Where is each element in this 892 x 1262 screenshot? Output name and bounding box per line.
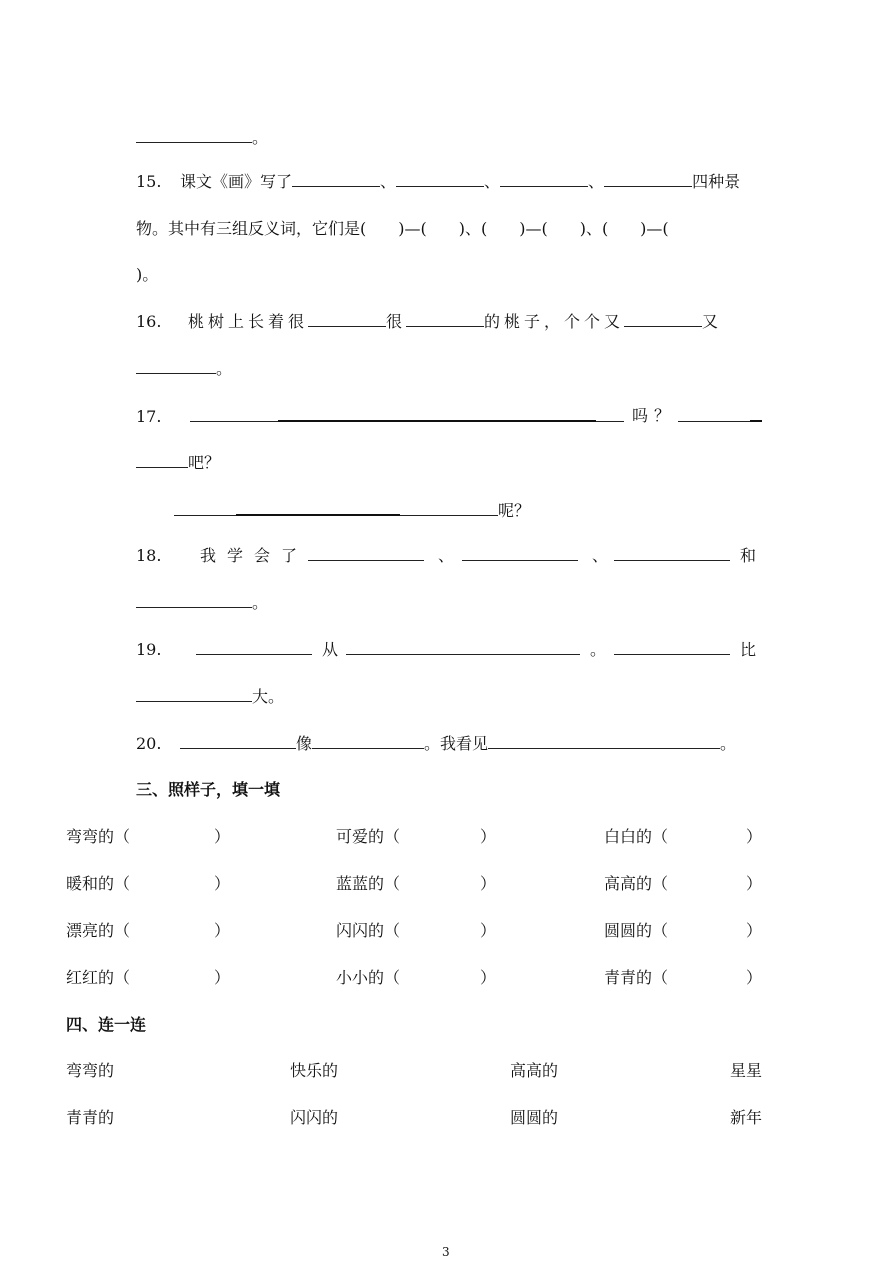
fill-label: 漂亮的（ — [66, 921, 131, 940]
question-19-line2 — [136, 687, 284, 707]
blank[interactable] — [400, 501, 498, 516]
match-item[interactable]: 弯弯的 — [66, 1061, 115, 1080]
blank[interactable] — [180, 734, 296, 749]
blank[interactable] — [136, 453, 188, 468]
question-text: 桃树上长着很 — [188, 312, 309, 331]
match-item[interactable]: 快乐的 — [290, 1061, 339, 1080]
question-text: 。我看见 — [424, 734, 489, 753]
paren-close: ） — [214, 827, 231, 846]
blank[interactable] — [678, 407, 750, 422]
question-15-line3: )。 — [136, 265, 159, 284]
punct: 。 — [720, 734, 737, 753]
question-text: 我学会了 — [200, 546, 309, 565]
fill-label: 弯弯的（ — [66, 827, 131, 846]
blank[interactable] — [500, 172, 588, 187]
paren-close: ） — [214, 968, 231, 987]
fill-item — [66, 968, 130, 988]
question-20 — [136, 734, 736, 754]
fill-item — [66, 921, 130, 941]
blank-group — [678, 406, 762, 427]
question-text: 像 — [296, 734, 313, 753]
question-number: 19. — [136, 640, 162, 659]
match-item[interactable]: 新年 — [730, 1108, 763, 1127]
section-3-title: 三、照样子，填一填 — [136, 780, 281, 799]
page-number: 3 — [442, 1245, 450, 1259]
blank[interactable] — [750, 406, 762, 422]
question-17-line3 — [174, 500, 530, 521]
question-number: 15. — [136, 172, 162, 191]
fill-item — [604, 968, 668, 988]
question-number: 17. — [136, 407, 162, 426]
fill-label: 红红的（ — [66, 968, 131, 987]
question-text: 比 — [740, 640, 757, 659]
question-text: 呢？ — [498, 501, 531, 520]
blank[interactable] — [462, 546, 578, 566]
match-item[interactable]: 高高的 — [510, 1061, 559, 1080]
fill-item — [604, 921, 668, 941]
blank[interactable] — [136, 359, 216, 374]
separator: 、 — [438, 546, 455, 565]
question-text: 吗？ — [632, 406, 677, 425]
question-19 — [136, 640, 312, 660]
fill-label: 青青的（ — [604, 968, 669, 987]
fill-label: 蓝蓝的（ — [336, 874, 401, 893]
punct: 。 — [590, 640, 607, 659]
question-number: 16. — [136, 312, 162, 331]
blank[interactable] — [396, 172, 484, 187]
question-15-line2: 物。其中有三组反义词，它们是( )—( )、( )—( )、( )—( — [136, 219, 669, 238]
paren-close: ） — [480, 968, 497, 987]
blank[interactable] — [196, 640, 312, 655]
question-text: 大。 — [252, 687, 285, 706]
fill-item — [336, 921, 400, 941]
blank[interactable] — [488, 734, 720, 749]
question-text: 又 — [702, 312, 723, 331]
blank[interactable] — [312, 734, 424, 749]
question-17 — [136, 406, 624, 427]
fill-item — [336, 827, 400, 847]
question-text: 和 — [740, 546, 757, 565]
fill-item — [66, 827, 130, 847]
paren-close: ） — [480, 827, 497, 846]
paren-close: ） — [214, 874, 231, 893]
question-number: 18. — [136, 546, 162, 565]
section-4-title: 四、连一连 — [66, 1015, 147, 1034]
blank[interactable] — [236, 500, 400, 516]
fill-label: 圆圆的（ — [604, 921, 669, 940]
separator: 、 — [592, 546, 609, 565]
punct: 。 — [252, 128, 269, 147]
fill-label: 闪闪的（ — [336, 921, 401, 940]
paren-close: ） — [746, 827, 763, 846]
fill-label: 白白的（ — [604, 827, 669, 846]
punct: 。 — [216, 359, 233, 378]
blank[interactable] — [624, 312, 702, 327]
paren-close: ） — [746, 921, 763, 940]
match-item[interactable]: 闪闪的 — [290, 1108, 339, 1127]
match-item[interactable]: 青青的 — [66, 1108, 115, 1127]
question-text: 从 — [322, 640, 339, 659]
question-16 — [136, 312, 722, 332]
blank[interactable] — [292, 172, 380, 187]
fill-item — [66, 874, 130, 894]
blank[interactable] — [136, 687, 252, 702]
fill-item — [604, 827, 668, 847]
question-number: 20. — [136, 734, 162, 753]
fill-label: 暖和的（ — [66, 874, 131, 893]
question-text: 四种景 — [692, 172, 741, 191]
separator: 、 — [380, 172, 397, 191]
question-text: 课文《画》写了 — [180, 172, 293, 191]
question-16-line2 — [136, 359, 232, 379]
fill-label: 高高的（ — [604, 874, 669, 893]
question-text: 吧？ — [188, 453, 221, 472]
blank[interactable] — [614, 640, 730, 660]
question-text: 的桃子，个个又 — [484, 312, 625, 331]
punct: 。 — [252, 593, 269, 612]
blank[interactable] — [614, 546, 730, 566]
blank[interactable] — [136, 593, 252, 608]
blank[interactable] — [308, 312, 386, 327]
blank[interactable] — [308, 546, 424, 566]
paren-close: ） — [480, 874, 497, 893]
separator: 、 — [484, 172, 501, 191]
fill-item — [336, 968, 400, 988]
match-item[interactable]: 星星 — [730, 1061, 763, 1080]
fill-label: 小小的（ — [336, 968, 401, 987]
paren-close: ） — [480, 921, 497, 940]
blank[interactable] — [136, 128, 252, 143]
paren-close: ） — [746, 874, 763, 893]
q14-tail — [136, 128, 268, 148]
question-text: 很 — [386, 312, 407, 331]
paren-close: ） — [214, 921, 231, 940]
blank[interactable] — [278, 406, 596, 422]
match-item[interactable]: 圆圆的 — [510, 1108, 559, 1127]
fill-label: 可爱的（ — [336, 827, 401, 846]
fill-item — [604, 874, 668, 894]
question-18 — [136, 546, 308, 566]
question-15 — [136, 172, 740, 192]
fill-item — [336, 874, 400, 894]
question-17-line2 — [136, 453, 220, 473]
blank[interactable] — [406, 312, 484, 327]
blank[interactable] — [604, 172, 692, 187]
blank[interactable] — [174, 501, 236, 516]
separator: 、 — [588, 172, 605, 191]
blank[interactable] — [596, 407, 624, 422]
blank[interactable] — [346, 640, 580, 660]
question-18-line2 — [136, 593, 268, 613]
paren-close: ） — [746, 968, 763, 987]
blank[interactable] — [190, 407, 278, 422]
